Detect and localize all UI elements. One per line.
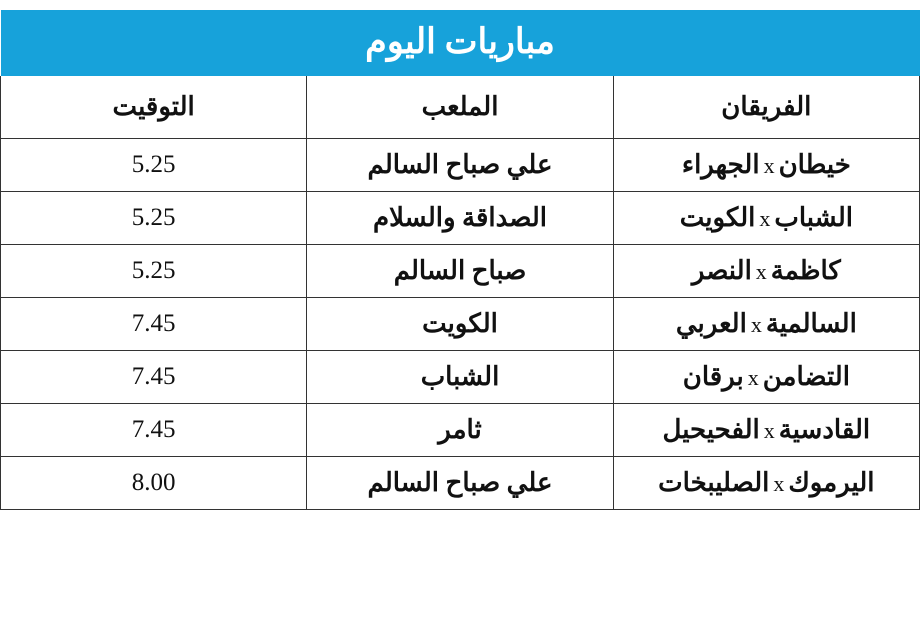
- table-row: [1, 192, 920, 245]
- cell-teams: [613, 404, 919, 457]
- versus-separator: x: [763, 418, 775, 443]
- cell-time: 7.45: [1, 351, 307, 404]
- column-header-teams: الفريقان: [613, 76, 919, 139]
- fixtures-table: [0, 10, 920, 510]
- table-row: [1, 245, 920, 298]
- column-header-time: التوقيت: [1, 76, 307, 139]
- cell-time: 7.45: [1, 298, 307, 351]
- team-b: الصليبخات: [658, 468, 770, 497]
- cell-venue: صباح السالم: [307, 245, 613, 298]
- team-b: العربي: [675, 309, 747, 338]
- cell-time: 5.25: [1, 192, 307, 245]
- column-header-venue: الملعب: [307, 76, 613, 139]
- cell-venue: علي صباح السالم: [307, 457, 613, 510]
- cell-teams: [613, 139, 919, 192]
- cell-teams: [613, 457, 919, 510]
- table-row: [1, 298, 920, 351]
- column-header-row: [1, 76, 920, 139]
- table-row: [1, 404, 920, 457]
- cell-teams: [613, 351, 919, 404]
- versus-separator: x: [759, 206, 771, 231]
- team-a: خيطان: [778, 150, 851, 179]
- title-row: [1, 10, 920, 76]
- team-a: القادسية: [778, 415, 871, 444]
- team-a: كاظمة: [770, 256, 841, 285]
- team-b: الجهراء: [681, 150, 760, 179]
- team-b: برقان: [682, 362, 744, 391]
- table-body: [1, 139, 920, 510]
- team-a: التضامن: [762, 362, 850, 391]
- cell-venue: الكويت: [307, 298, 613, 351]
- team-b: النصر: [691, 256, 752, 285]
- fixtures-table-wrapper: [0, 10, 920, 510]
- team-a: السالمية: [765, 309, 857, 338]
- versus-separator: x: [755, 259, 767, 284]
- versus-separator: x: [763, 153, 775, 178]
- cell-time: 7.45: [1, 404, 307, 457]
- cell-venue: علي صباح السالم: [307, 139, 613, 192]
- versus-separator: x: [747, 365, 759, 390]
- cell-teams: [613, 298, 919, 351]
- cell-time: 8.00: [1, 457, 307, 510]
- page-title: مباريات اليوم: [1, 10, 920, 76]
- table-row: [1, 457, 920, 510]
- team-a: اليرموك: [788, 468, 875, 497]
- cell-time: 5.25: [1, 139, 307, 192]
- cell-venue: ثامر: [307, 404, 613, 457]
- table-row: [1, 139, 920, 192]
- versus-separator: x: [750, 312, 762, 337]
- team-b: الكويت: [679, 203, 756, 232]
- table-row: [1, 351, 920, 404]
- team-a: الشباب: [774, 203, 853, 232]
- cell-time: 5.25: [1, 245, 307, 298]
- team-b: الفحيحيل: [662, 415, 760, 444]
- cell-venue: الشباب: [307, 351, 613, 404]
- cell-venue: الصداقة والسلام: [307, 192, 613, 245]
- cell-teams: [613, 192, 919, 245]
- table-header: [1, 10, 920, 139]
- cell-teams: [613, 245, 919, 298]
- versus-separator: x: [773, 471, 785, 496]
